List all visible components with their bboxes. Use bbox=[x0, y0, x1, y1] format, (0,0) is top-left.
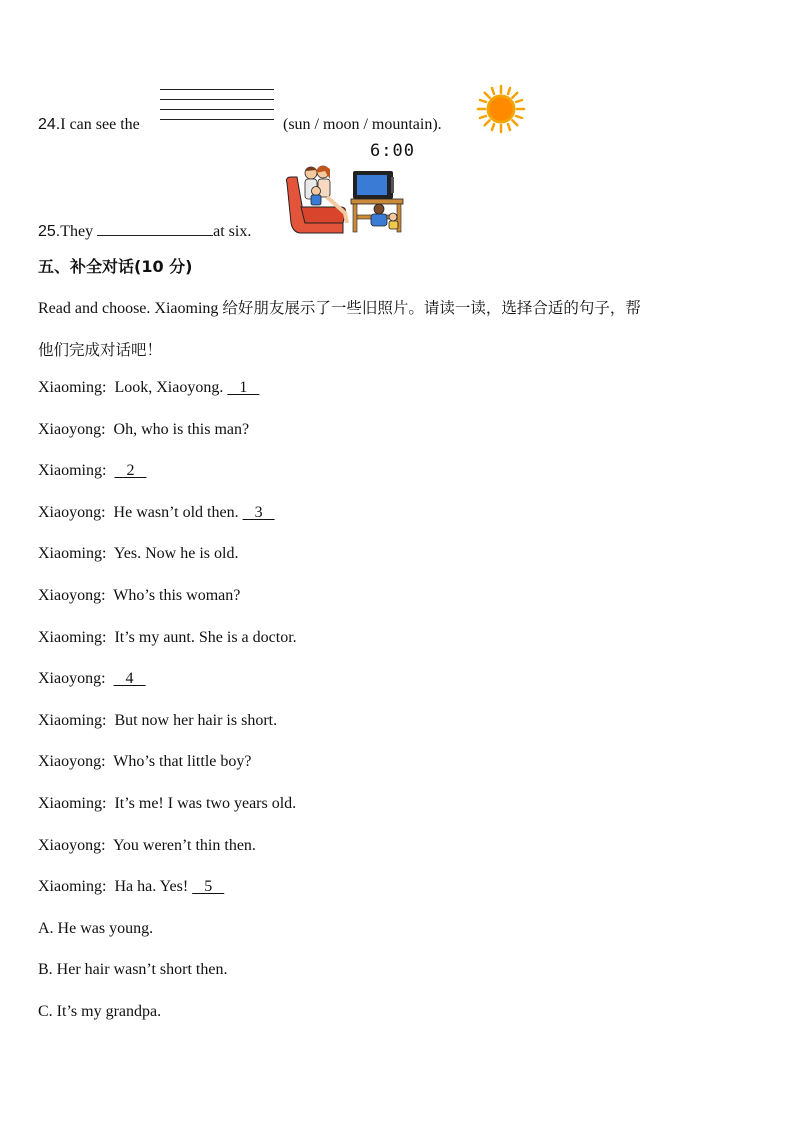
question-text-after: at six. bbox=[213, 223, 252, 240]
speaker-name: Xiaoyong: bbox=[38, 836, 106, 854]
answer-blank[interactable] bbox=[97, 221, 213, 236]
sun-icon bbox=[476, 84, 526, 134]
speaker-name: Xiaoming: bbox=[38, 878, 107, 896]
answer-blank[interactable]: 4 bbox=[113, 670, 146, 688]
dialogue-line bbox=[38, 878, 224, 896]
dialogue-text: It’s me! I was two years old. bbox=[114, 795, 297, 812]
dialogue-line bbox=[38, 504, 275, 522]
instructions-english: Read and choose. Xiaoming bbox=[38, 300, 219, 317]
speaker-name: Xiaoyong: bbox=[38, 420, 106, 438]
dialogue-line bbox=[38, 753, 251, 771]
dialogue-line bbox=[38, 421, 249, 439]
dialogue-line bbox=[38, 587, 240, 605]
speaker-name: Xiaoyong: bbox=[38, 670, 106, 688]
question-number: 25. bbox=[38, 223, 61, 240]
section-heading bbox=[38, 254, 192, 277]
choice-option: C. It’s my grandpa. bbox=[38, 1003, 162, 1020]
dialogue-text: Ha ha. Yes! bbox=[114, 878, 189, 896]
section-score: (10 分) bbox=[134, 257, 193, 276]
speaker-name: Xiaoming: bbox=[38, 711, 107, 729]
speaker-name: Xiaoming: bbox=[38, 379, 107, 396]
dialogue-text: He wasn’t old then. bbox=[113, 503, 239, 521]
speaker-name: Xiaoyong: bbox=[38, 753, 106, 771]
dialogue-text: It’s my aunt. She is a doctor. bbox=[114, 628, 297, 646]
dialogue-text: Look, Xiaoyong. bbox=[114, 379, 224, 396]
dialogue-text: But now her hair is short. bbox=[114, 711, 278, 729]
clock-time: 6:00 bbox=[370, 141, 415, 161]
dialogue-line bbox=[38, 795, 296, 813]
dialogue-text: Oh, who is this man? bbox=[113, 420, 250, 438]
question-number: 24. bbox=[38, 116, 61, 133]
answer-blank[interactable]: 2 bbox=[114, 462, 147, 480]
section-title: 五、补全对话 bbox=[38, 257, 135, 276]
answer-writing-lines[interactable] bbox=[160, 89, 274, 129]
family-watching-tv-image bbox=[283, 163, 407, 235]
dialogue-text: Yes. Now he is old. bbox=[113, 545, 239, 563]
word-options: (sun / moon / mountain). bbox=[283, 116, 442, 133]
speaker-name: Xiaoming: bbox=[38, 628, 107, 646]
question-text: I can see the bbox=[60, 116, 140, 133]
instructions-line-1 bbox=[38, 296, 760, 318]
dialogue-line bbox=[38, 462, 146, 480]
answer-blank[interactable]: 5 bbox=[192, 878, 225, 896]
dialogue-line bbox=[38, 379, 259, 397]
dialogue-line bbox=[38, 712, 277, 730]
dialogue-line bbox=[38, 837, 256, 855]
question-24 bbox=[38, 116, 140, 134]
answer-blank[interactable]: 1 bbox=[227, 379, 260, 396]
answer-blank[interactable]: 3 bbox=[242, 503, 275, 521]
dialogue-line bbox=[38, 545, 238, 563]
speaker-name: Xiaoming: bbox=[38, 462, 107, 480]
speaker-name: Xiaoyong: bbox=[38, 587, 106, 604]
instructions-chinese: 给好朋友展示了一些旧照片。请读一读，选择合适的句子，帮 bbox=[222, 299, 641, 317]
dialogue-text: You weren’t thin then. bbox=[112, 836, 256, 854]
dialogue-line bbox=[38, 629, 297, 647]
dialogue-line bbox=[38, 670, 146, 688]
choice-option: B. Her hair wasn’t short then. bbox=[38, 961, 228, 979]
speaker-name: Xiaoyong: bbox=[38, 503, 106, 521]
question-text-before: They bbox=[60, 223, 94, 240]
dialogue-text: Who’s that little boy? bbox=[113, 753, 252, 771]
speaker-name: Xiaoming: bbox=[38, 545, 107, 563]
question-25 bbox=[38, 221, 251, 241]
choice-option: A. He was young. bbox=[38, 919, 154, 937]
dialogue-text: Who’s this woman? bbox=[113, 587, 241, 604]
speaker-name: Xiaoming: bbox=[38, 795, 107, 812]
instructions-line-2: 他们完成对话吧！ bbox=[38, 341, 163, 359]
